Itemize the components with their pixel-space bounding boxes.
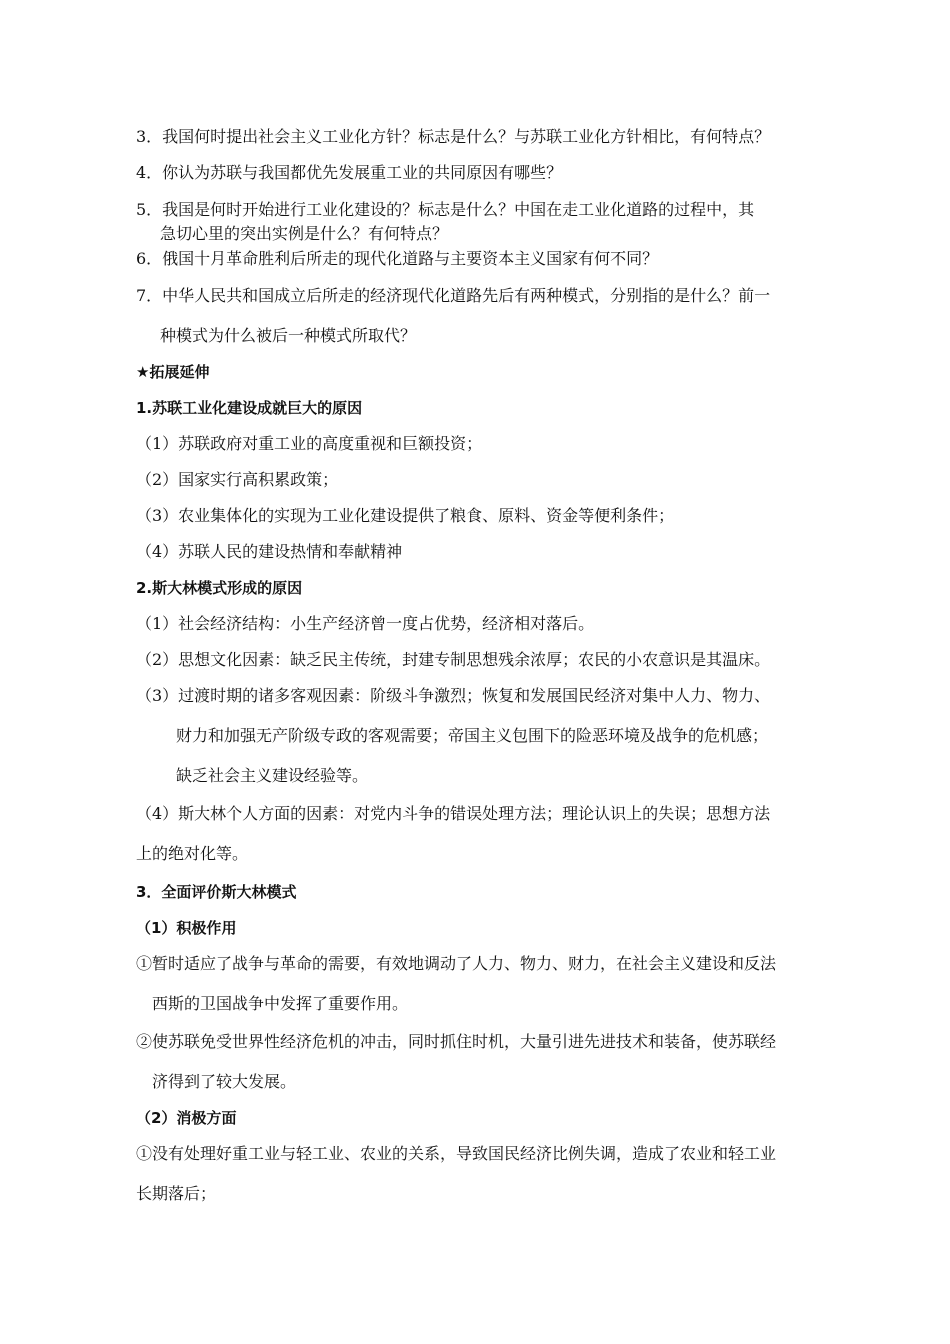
section-2-title: 2.斯大林模式形成的原因 xyxy=(136,579,303,597)
question-5-line-2: 急切心里的突出实例是什么？有何特点？ xyxy=(160,224,449,243)
section-1-item: （1）苏联政府对重工业的高度重视和巨额投资； xyxy=(136,434,483,453)
positive-point-2-line-1: ②使苏联免受世界性经济危机的冲击，同时抓住时机，大量引进先进技术和装备，使苏联经 xyxy=(136,1032,777,1051)
section-2-item-1: （1）社会经济结构：小生产经济曾一度占优势，经济相对落后。 xyxy=(136,614,595,633)
section-2-item-3-line-3: 缺乏社会主义建设经验等。 xyxy=(176,766,369,785)
section-2-item-4-line-2: 上的绝对化等。 xyxy=(136,844,249,863)
question-7-line-2: 种模式为什么被后一种模式所取代？ xyxy=(160,326,417,345)
section-3-title: 3．全面评价斯大林模式 xyxy=(136,883,297,901)
question-6: 6．俄国十月革命胜利后所走的现代化道路与主要资本主义国家有何不同？ xyxy=(136,249,659,268)
positive-point-1-line-2: 西斯的卫国战争中发挥了重要作用。 xyxy=(152,994,409,1013)
positive-subtitle: （1）积极作用 xyxy=(136,919,237,937)
question-5-line-1: 5．我国是何时开始进行工业化建设的？标志是什么？中国在走工业化道路的过程中，其 xyxy=(136,200,755,219)
extension-heading: ★拓展延伸 xyxy=(136,363,210,381)
section-1-item: （3）农业集体化的实现为工业化建设提供了粮食、原料、资金等便利条件； xyxy=(136,506,675,525)
negative-point-1-line-1: ①没有处理好重工业与轻工业、农业的关系，导致国民经济比例失调，造成了农业和轻工业 xyxy=(136,1144,777,1163)
section-2-item-3-line-1: （3）过渡时期的诸多客观因素：阶级斗争激烈；恢复和发展国民经济对集中人力、物力、 xyxy=(136,686,771,705)
positive-point-2-line-2: 济得到了较大发展。 xyxy=(152,1072,297,1091)
question-3: 3．我国何时提出社会主义工业化方针？标志是什么？与苏联工业化方针相比，有何特点？ xyxy=(136,127,771,146)
negative-subtitle: （2）消极方面 xyxy=(136,1109,237,1127)
question-4: 4．你认为苏联与我国都优先发展重工业的共同原因有哪些？ xyxy=(136,163,563,182)
section-2-item-4-line-1: （4）斯大林个人方面的因素：对党内斗争的错误处理方法；理论认识上的失误；思想方法 xyxy=(136,804,771,823)
section-1-item: （4）苏联人民的建设热情和奉献精神 xyxy=(136,542,403,561)
section-1-title: 1.苏联工业化建设成就巨大的原因 xyxy=(136,399,363,417)
section-1-item: （2）国家实行高积累政策； xyxy=(136,470,339,489)
question-7-line-1: 7．中华人民共和国成立后所走的经济现代化道路先后有两种模式，分别指的是什么？前一 xyxy=(136,286,771,305)
positive-point-1-line-1: ①暂时适应了战争与革命的需要，有效地调动了人力、物力、财力，在社会主义建设和反法 xyxy=(136,954,777,973)
negative-point-1-line-2: 长期落后； xyxy=(136,1184,217,1203)
section-2-item-3-line-2: 财力和加强无产阶级专政的客观需要；帝国主义包围下的险恶环境及战争的危机感； xyxy=(176,726,769,745)
section-2-item-2: （2）思想文化因素：缺乏民主传统，封建专制思想残余浓厚；农民的小农意识是其温床。 xyxy=(136,650,771,669)
